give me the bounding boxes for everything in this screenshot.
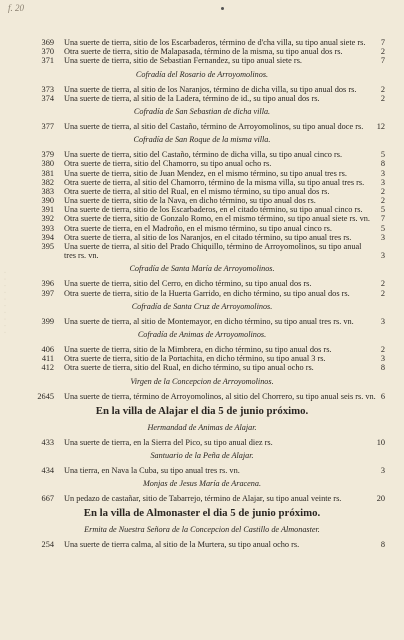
entry-value: 8 xyxy=(380,540,385,550)
entry-value: 3 xyxy=(380,354,385,364)
entry-value: 12 xyxy=(376,121,385,131)
entry-value: 5 xyxy=(380,205,385,215)
section-title: En la villa de Alajar el dia 5 de junio próximo. xyxy=(95,404,309,417)
entry-number: 395 xyxy=(41,242,54,251)
section-heading: Virgen de la Concepcion de Arroyomolinos. xyxy=(130,376,274,386)
entry-value: 7 xyxy=(380,214,385,224)
entry-number: 2645 xyxy=(37,391,54,401)
entry-description: Una suerte de tierra, sitio de los Escarbaderos, término de d'cha villa, su tipo anual siete rs. xyxy=(64,38,366,47)
inventory-entry xyxy=(0,150,404,159)
entry-value: 2 xyxy=(380,279,385,289)
entry-number: 391 xyxy=(41,205,54,215)
entry-value: 2 xyxy=(380,344,385,354)
entry-number: 406 xyxy=(41,344,54,354)
entry-description: Otra suerte de tierra, sitio de la Huerta Garrido, en dicho término, su tipo anual dos rs. xyxy=(64,288,350,298)
entry-value: 20 xyxy=(376,494,385,504)
entry-value: 3 xyxy=(380,177,385,187)
entry-value: 5 xyxy=(380,223,385,233)
entry-description: Una suerte de tierra, sitio del Cerro, en dicho término, su tipo anual dos rs. xyxy=(64,279,312,289)
entry-number: 399 xyxy=(41,316,54,326)
entry-value: 3 xyxy=(380,465,385,475)
entry-number: 390 xyxy=(41,196,54,206)
inventory-entry xyxy=(0,466,404,475)
inventory-entry xyxy=(0,187,404,196)
corner-pencil-mark: f. 20 xyxy=(8,3,25,13)
inventory-entry xyxy=(0,540,404,549)
entry-number: 411 xyxy=(41,354,54,364)
inventory-entry xyxy=(0,122,404,131)
inventory-entry xyxy=(0,363,404,372)
side-stamp-watermark: · · · · · · · · · · xyxy=(1,270,10,334)
section-title: En la villa de Almonaster el dia 5 de junio próximo. xyxy=(83,507,321,520)
entry-description: Una suerte de tierra, sitio del Castaño, término de dicha villa, su tipo anual cinco rs. xyxy=(64,150,343,160)
entry-description: Otra suerte de tierra, al sitio del Chamorro, término de la misma villa, su tipo anual tres rs. xyxy=(64,177,365,187)
entry-number: 382 xyxy=(41,177,54,187)
entry-value: 6 xyxy=(380,391,385,401)
entry-description: Una suerte de tierra, al sitio del Prado Chiquillo, término de Arroyomolinos, su tipo anual tres rs. vn. xyxy=(64,242,362,261)
inventory-entry xyxy=(0,438,404,447)
entry-value: 2 xyxy=(380,186,385,196)
entry-number: 433 xyxy=(41,437,54,447)
entry-description: Otra suerte de tierra, al sitio del Rual, en el mismo término, su tipo anual dos rs. xyxy=(64,186,330,196)
entry-value: 5 xyxy=(380,150,385,160)
inventory-entry xyxy=(0,392,404,401)
entry-number: 374 xyxy=(41,93,54,103)
entry-description: Una suerte de tierra, al sitio del Castaño, término de Arroyomolinos, su tipo anual doce rs. xyxy=(64,121,364,131)
inventory-entry xyxy=(0,214,404,223)
section-heading: Cofradía de San Roque de la misma villa. xyxy=(133,135,271,145)
inventory-entry xyxy=(0,47,404,56)
entry-number: 254 xyxy=(41,540,54,550)
entry-number: 394 xyxy=(41,232,54,242)
entry-value: 2 xyxy=(380,288,385,298)
document-body xyxy=(0,38,404,549)
entry-number: 379 xyxy=(41,150,54,160)
entry-description: Otra suerte de tierra, en el Madroño, en el mismo término, su tipo anual cinco rs. xyxy=(64,223,332,233)
entry-description: Otra suerte de tierra, sitio del Rual, en dicho término, su tipo anual ocho rs. xyxy=(64,363,314,373)
entry-number: 434 xyxy=(41,465,54,475)
inventory-entry xyxy=(0,94,404,103)
entry-description: Un pedazo de castañar, sitio de Tabarrejo, término de Alajar, su tipo anual veinte rs. xyxy=(64,494,342,504)
section-heading: Santuario de la Peña de Alajar. xyxy=(150,450,254,460)
inventory-entry xyxy=(0,354,404,363)
entry-value: 10 xyxy=(376,437,385,447)
entry-description: Una suerte de tierra calma, al sitio de la Murtera, su tipo anual ocho rs. xyxy=(64,540,300,550)
entry-number: 377 xyxy=(41,121,54,131)
entry-number: 381 xyxy=(41,168,54,178)
section-heading: Monjas de Jesus María de Aracena. xyxy=(142,479,262,489)
entry-description: Una suerte de tierra, sitio de los Escarbaderos, en el citado término, su tipo anual cinco rs. xyxy=(64,205,363,215)
entry-value: 2 xyxy=(380,93,385,103)
entry-number: 369 xyxy=(41,38,54,47)
inventory-entry xyxy=(0,56,404,65)
inventory-entry xyxy=(0,279,404,288)
entry-description: Otra suerte de tierra, sitio de Gonzalo Romo, en el mismo término, su tipo anual siete rs. vn. xyxy=(64,214,370,224)
entry-value: 3 xyxy=(380,251,385,261)
inventory-entry xyxy=(0,38,404,47)
inventory-entry xyxy=(0,494,404,503)
entry-value: 3 xyxy=(380,168,385,178)
entry-description: Una tierra, en Nava la Cuba, su tipo anual tres rs. vn. xyxy=(64,465,240,475)
entry-description: Una suerte de tierra, sitio de Juan Mendez, en el mismo término, su tipo anual tres rs. xyxy=(64,168,347,178)
entry-description: Una suerte de tierra, sitio de la Mimbrera, en dicho término, su tipo anual dos rs. xyxy=(64,344,332,354)
entry-number: 393 xyxy=(41,223,54,233)
entry-description: Una suerte de tierra, en la Sierra del Pico, su tipo anual diez rs. xyxy=(64,437,273,447)
section-heading: Cofradía de Animas de Arroyomolinos. xyxy=(137,329,267,339)
entry-value: 7 xyxy=(380,56,385,66)
inventory-entry xyxy=(0,317,404,326)
inventory-entry xyxy=(0,233,404,242)
entry-description: Otra suerte de tierra, sitio de Malapasada, término de la misma, su tipo anual dos rs. xyxy=(64,47,343,57)
entry-value: 2 xyxy=(380,196,385,206)
entry-value: 7 xyxy=(380,38,385,47)
entry-number: 383 xyxy=(41,186,54,196)
section-heading: Cofradía de Santa Cruz de Arroyomolinos. xyxy=(131,301,273,311)
entry-description: Una suerte de tierra, sitio de Sebastian Fernandez, su tipo anual siete rs. xyxy=(64,56,303,66)
entry-value: 8 xyxy=(380,159,385,169)
inventory-entry xyxy=(0,169,404,178)
entry-number: 370 xyxy=(41,47,54,57)
section-heading: Cofradía de Santa María de Arroyomolinos. xyxy=(129,264,275,274)
page-dot xyxy=(221,7,224,10)
inventory-entry xyxy=(0,289,404,298)
entry-number: 371 xyxy=(41,56,54,66)
entry-number: 392 xyxy=(41,214,54,224)
inventory-entry xyxy=(0,242,404,260)
section-heading: Cofradía del Rosario de Arroyomolinos. xyxy=(135,69,269,79)
entry-description: Una suerte de tierra, al sitio de la Ladera, término de id., su tipo anual dos rs. xyxy=(64,93,320,103)
inventory-entry xyxy=(0,345,404,354)
inventory-entry xyxy=(0,85,404,94)
entry-number: 373 xyxy=(41,84,54,94)
entry-description: Una suerte de tierra, al sitio de los Naranjos, término de dicha villa, su tipo anual dos rs. xyxy=(64,84,357,94)
entry-value: 3 xyxy=(380,232,385,242)
inventory-entry xyxy=(0,196,404,205)
entry-value: 2 xyxy=(380,47,385,57)
section-heading: Cofradía de San Sebastian de dicha villa. xyxy=(133,106,271,116)
inventory-entry xyxy=(0,178,404,187)
entry-value: 3 xyxy=(380,316,385,326)
entry-number: 667 xyxy=(41,494,54,504)
entry-description: Otra suerte de tierra, al sitio de los Naranjos, en el citado término, su tipo anual tres rs. xyxy=(64,232,352,242)
entry-description: Otra suerte de tierra, sitio de la Portachita, en dicho término, su tipo anual 3 rs. xyxy=(64,354,326,364)
entry-number: 380 xyxy=(41,159,54,169)
entry-description: Otra suerte de tierra, sitio del Chamorro, su tipo anual ocho rs. xyxy=(64,159,272,169)
entry-value: 2 xyxy=(380,84,385,94)
inventory-entry xyxy=(0,159,404,168)
entry-number: 412 xyxy=(41,363,54,373)
section-heading: Ermita de Nuestra Señora de la Concepcion del Castillo de Almonaster. xyxy=(84,525,320,535)
inventory-entry xyxy=(0,224,404,233)
entry-description: Una suerte de tierra, sitio de la Nava, en dicho término, su tipo anual dos rs. xyxy=(64,196,316,206)
section-heading: Hermandad de Animas de Alajar. xyxy=(147,422,257,432)
entry-number: 397 xyxy=(41,288,54,298)
entry-number: 396 xyxy=(41,279,54,289)
inventory-entry xyxy=(0,205,404,214)
entry-value: 8 xyxy=(380,363,385,373)
entry-description: Una suerte de tierra, término de Arroyomolinos, al sitio del Chorrero, su tipo anual seis rs. vn. xyxy=(64,391,376,401)
entry-description: Una suerte de tierra, al sitio de Montemayor, en dicho término, su tipo anual tres rs. vn. xyxy=(64,316,354,326)
